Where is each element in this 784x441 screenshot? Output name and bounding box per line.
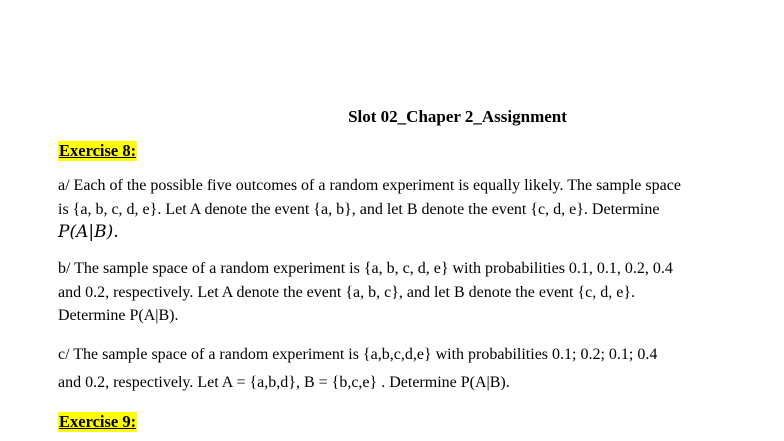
- part-b-line-2: and 0.2, respectively. Let A denote the event {a, b, c}, and let B denote the event {c, d, e}.: [58, 283, 636, 301]
- part-a-paragraph: [58, 174, 763, 245]
- document-title: Slot 02_Chaper 2_Assignment: [348, 107, 567, 126]
- part-c-line-2: and 0.2, respectively. Let A = {a,b,d}, B = {b,c,e} . Determine P(A|B).: [58, 374, 510, 391]
- part-a-line-2: is {a, b, c, d, e}. Let A denote the event {a, b}, and let B denote the event {c, d, e}. Determine: [58, 200, 660, 218]
- part-c-line-1: c/ The sample space of a random experiment is {a,b,c,d,e} with probabilities 0.1; 0.2; 0.1; 0.4: [58, 346, 658, 363]
- part-a-line-3: P(A|B).: [58, 222, 119, 242]
- part-b-line-3: Determine P(A|B).: [58, 307, 179, 324]
- part-b-line-1: b/ The sample space of a random experiment is {a, b, c, d, e} with probabilities 0.1, 0.1, 0.2, 0.4: [58, 260, 673, 277]
- exercise-9-heading: Exercise 9:: [59, 412, 137, 431]
- part-c-paragraph: [58, 341, 763, 397]
- part-b-paragraph: [58, 257, 763, 328]
- part-a-line-1: a/ Each of the possible five outcomes of a random experiment is equally likely. The sample space: [58, 177, 681, 194]
- exercise-8-heading: Exercise 8:: [59, 141, 137, 160]
